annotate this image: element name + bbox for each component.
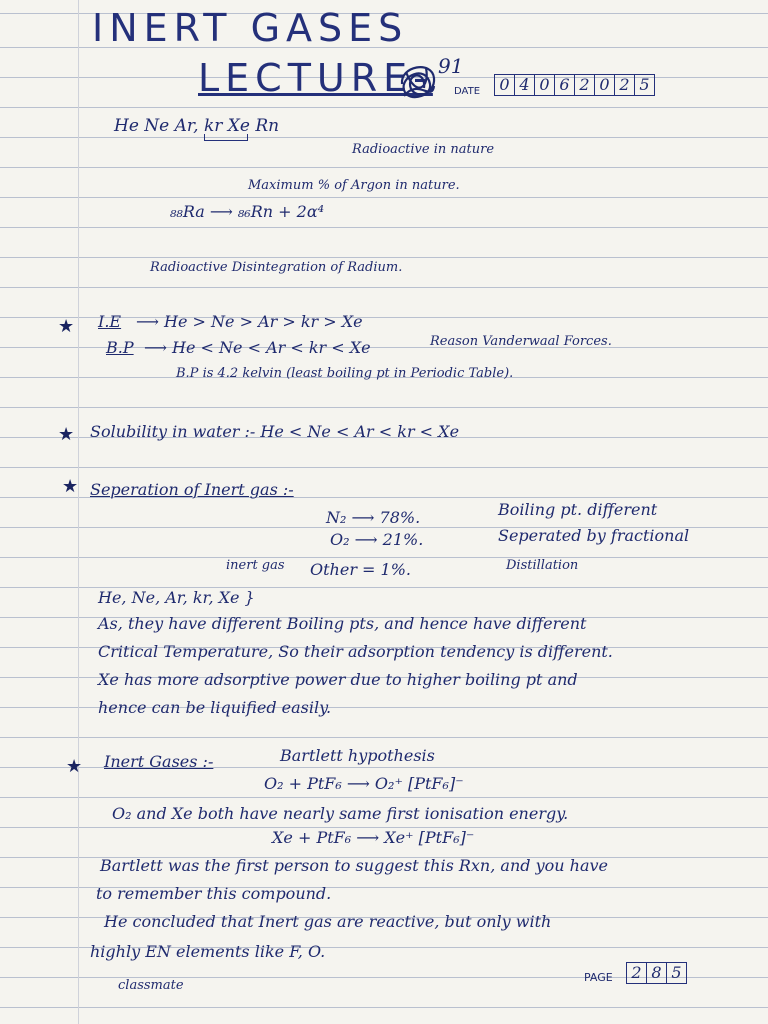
page-digit: 5 — [666, 962, 687, 984]
ie-label: I.E — [98, 312, 122, 331]
margin-line — [78, 0, 79, 1024]
conclusion-line-1: He concluded that Inert gas are reactive, but only with — [104, 912, 552, 931]
bartlett-line-2: to remember this compound. — [96, 884, 332, 903]
lecture-number: 91 — [438, 54, 464, 78]
decay-note: Radioactive Disintegration of Radium. — [150, 260, 403, 275]
star-icon: ★ — [62, 476, 79, 497]
date-digit: 5 — [634, 74, 655, 96]
bartlett-heading: Inert Gases :- — [104, 752, 214, 771]
conclusion-line-2: highly EN elements like F, O. — [90, 942, 326, 961]
date-digit: 6 — [554, 74, 575, 96]
solubility-line: Solubility in water :- He < Ne < Ar < kr < Xe — [90, 422, 460, 441]
bp-label: B.P — [106, 338, 134, 357]
page-boxes — [626, 962, 686, 984]
rn-note: Radioactive in nature — [352, 142, 495, 157]
date-digit: 4 — [514, 74, 535, 96]
bp-diff-3: Distillation — [506, 558, 579, 573]
argon-note: Maximum % of Argon in nature. — [248, 178, 460, 193]
title-line2: LECTURE- — [198, 56, 433, 100]
star-icon: ★ — [58, 316, 75, 337]
page-digit: 8 — [646, 962, 667, 984]
date-boxes — [494, 74, 654, 96]
other-line: Other = 1%. — [310, 560, 412, 579]
equation-2: Xe + PtF₆ ⟶ Xe⁺ [PtF₆]⁻ — [272, 828, 475, 847]
page-digit: 2 — [626, 962, 647, 984]
date-digit: 0 — [494, 74, 515, 96]
para-line-2: Critical Temperature, So their adsorption tendency is different. — [98, 642, 613, 661]
title-line1: INERT GASES — [92, 6, 409, 50]
inert-gas-label: inert gas — [226, 558, 285, 573]
bartlett-line-1: Bartlett was the first person to suggest this Rxn, and you have — [100, 856, 608, 875]
date-digit: 0 — [534, 74, 555, 96]
para-line-1: As, they have different Boiling pts, and hence have different — [98, 614, 587, 633]
date-label: DATE — [454, 86, 481, 97]
gas-list: He, Ne, Ar, kr, Xe } — [98, 588, 255, 607]
para-line-3: Xe has more adsorptive power due to higher boiling pt and — [98, 670, 578, 689]
para-line-4: hence can be liquified easily. — [98, 698, 332, 717]
date-digit: 2 — [614, 74, 635, 96]
equation-1: O₂ + PtF₆ ⟶ O₂⁺ [PtF₆]⁻ — [264, 774, 464, 793]
star-icon: ★ — [66, 756, 83, 777]
bartlett-title: Bartlett hypothesis — [280, 746, 435, 765]
bp-note: B.P is 4.2 kelvin (least boiling pt in Periodic Table). — [176, 366, 514, 381]
radium-reaction: ₈₈Ra ⟶ ₈₆Rn + 2α⁴ — [170, 202, 325, 221]
date-digit: 2 — [574, 74, 595, 96]
page-label: PAGE — [584, 971, 613, 984]
bp-order: ⟶ He < Ne < Ar < kr < Xe — [144, 338, 371, 357]
date-digit: 0 — [594, 74, 615, 96]
o2-line: O₂ ⟶ 21%. — [330, 530, 424, 549]
ar-underbrace — [204, 134, 248, 141]
bp-reason: Reason Vanderwaal Forces. — [430, 334, 612, 349]
ionisation-line: O₂ and Xe both have nearly same first ionisation energy. — [112, 804, 569, 823]
brand-mark: classmate — [118, 978, 184, 993]
n2-line: N₂ ⟶ 78%. — [326, 508, 421, 527]
star-icon: ★ — [58, 424, 75, 445]
bp-diff-2: Seperated by fractional — [498, 526, 690, 545]
gas-list-line: He Ne Ar, kr Xe Rn — [114, 116, 280, 136]
ie-order: ⟶ He > Ne > Ar > kr > Xe — [136, 312, 363, 331]
bp-diff-1: Boiling pt. different — [498, 500, 658, 519]
separation-heading: Seperation of Inert gas :- — [90, 480, 294, 499]
scribble-icon — [396, 58, 440, 108]
